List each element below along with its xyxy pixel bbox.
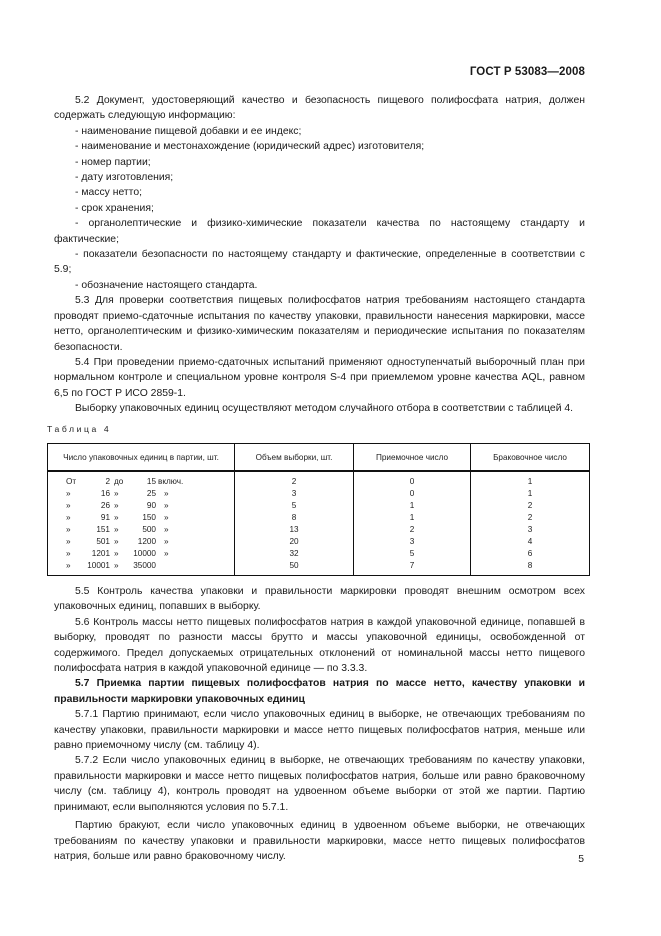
- range-prefix: »: [66, 525, 71, 534]
- paragraph-5-6: 5.6 Контроль массы нетто пищевых полифосфатов натрия в каждой упаковочной единице, попавшей в выборку, проводят по разности массы брутто и массы упаковочной единицы, освобожденной от содержимого. Предел допускаемых отрицательных отклонений от номинальной массы нетто пищевого полифосфата натрия в каждой упаковочной единице — по 3.3.3.: [54, 616, 585, 675]
- acceptance-number-column: [354, 471, 471, 576]
- range-prefix: »: [66, 501, 71, 510]
- standard-code: ГОСТ Р 53083—2008: [469, 66, 585, 78]
- header-lot-size: Число упаковочных единиц в партии, шт.: [48, 444, 235, 472]
- table-header-row: [48, 444, 590, 472]
- range-suffix: »: [164, 537, 169, 546]
- acceptance-number-value: 1: [409, 501, 415, 510]
- acceptance-number-value: 0: [409, 477, 415, 486]
- range-mid: »: [114, 549, 119, 558]
- acceptance-number-value: 5: [409, 549, 415, 558]
- rejection-number-value: 2: [527, 513, 533, 522]
- list-item: - срок хранения;: [75, 202, 154, 214]
- rejection-number-value: 3: [527, 525, 533, 534]
- range-mid: до: [114, 477, 124, 486]
- table-row: [48, 548, 234, 560]
- table-row: [48, 500, 234, 512]
- lot-size-column: [48, 471, 235, 576]
- page-number: 5: [578, 854, 584, 865]
- paragraph-5-3: 5.3 Для проверки соответствия пищевых полифосфатов натрия требованиям настоящего стандарта проводят приемо-сдаточные испытания по качеству упаковки, правильности нанесения маркировки, массе нетто, органолептическим и физико-химическим показателям и периодические испытания по показателям безопасности.: [54, 295, 585, 353]
- range-mid: »: [114, 501, 119, 510]
- rejection-number-value: 6: [527, 549, 533, 558]
- range-suffix: »: [164, 513, 169, 522]
- paragraph-lot-rejection: Партию бракуют, если число упаковочных единиц в удвоенном объеме выборки, не отвечающих требованиям по качеству упаковки и правильности маркировки, массе нетто пищевых полифосфатов натрия, больше или равно браковочному числу.: [54, 820, 585, 862]
- range-from: 26: [100, 501, 110, 510]
- header-rejection-number: Браковочное число: [471, 444, 590, 472]
- table-row: [48, 488, 234, 500]
- sample-size-value: 3: [291, 489, 297, 498]
- range-prefix: »: [66, 561, 71, 570]
- table-row: [48, 560, 234, 572]
- rejection-number-value: 1: [527, 489, 533, 498]
- range-prefix: »: [66, 489, 71, 498]
- section-5-7-title: 5.7 Приемка партии пищевых полифосфатов натрия по массе нетто, качеству упаковки и правильности маркировки упаковочных единиц: [54, 678, 585, 705]
- rejection-number-value: 4: [527, 537, 533, 546]
- list-item: - наименование пищевой добавки и ее индекс;: [75, 125, 302, 137]
- range-prefix: »: [66, 513, 71, 522]
- table-row: [48, 512, 234, 524]
- acceptance-number-value: 3: [409, 537, 415, 546]
- range-to: 1200: [137, 537, 156, 546]
- paragraph-5-7-1: 5.7.1 Партию принимают, если число упаковочных единиц в выборке, не отвечающих требованиям по качеству упаковки, правильности маркировки и массе нетто пищевых полифосфатов натрия, меньше или равно приемочному числу (см. таблицу 4).: [54, 709, 585, 752]
- range-to: 90: [146, 501, 156, 510]
- range-prefix: »: [66, 549, 71, 558]
- range-from: 16: [100, 489, 110, 498]
- table-row: [48, 524, 234, 536]
- range-from: 2: [105, 477, 110, 486]
- rejection-number-value: 8: [527, 561, 533, 570]
- sample-size-value: 20: [289, 537, 299, 546]
- range-to: 15: [146, 477, 156, 486]
- range-mid: »: [114, 537, 119, 546]
- range-suffix: [156, 560, 186, 572]
- range-from: 91: [100, 513, 110, 522]
- range-suffix: »: [164, 549, 169, 558]
- sample-size-column: [235, 471, 354, 576]
- rejection-number-value: 2: [527, 501, 533, 510]
- paragraph-5-4: 5.4 При проведении приемо-сдаточных испытаний применяют одноступенчатый выборочный план при нормальном контроле и специальном уровне контроля S-4 при приемлемом уровне качества AQL, равном 6,5 по ГОСТ Р ИСО 2859-1.: [54, 356, 585, 399]
- acceptance-number-value: 0: [409, 489, 415, 498]
- sample-size-value: 2: [291, 477, 297, 486]
- range-mid: »: [114, 561, 119, 570]
- range-prefix: От: [66, 477, 77, 486]
- sample-size-value: 8: [291, 513, 297, 522]
- paragraph-5-2: 5.2 Документ, удостоверяющий качество и безопасность пищевого полифосфата натрия, должен содержать следующую информацию:: [54, 95, 585, 122]
- paragraph-5-4-sampling: Выборку упаковочных единиц осуществляют методом случайного отбора в соответствии с таблицей 4.: [75, 403, 574, 415]
- range-mid: »: [114, 513, 119, 522]
- range-to: 150: [142, 513, 156, 522]
- range-from: 151: [96, 525, 110, 534]
- list-item: - номер партии;: [75, 156, 151, 168]
- table-label: Таблица 4: [47, 424, 112, 434]
- range-from: 10001: [87, 561, 110, 570]
- list-item: - показатели безопасности по настоящему стандарту и фактические, определенные в соответствии с 5.9;: [54, 249, 585, 276]
- rejection-number-column: [471, 471, 590, 576]
- range-mid: »: [114, 489, 119, 498]
- section-5-5-to-5-7: [54, 584, 585, 864]
- acceptance-number-value: 7: [409, 561, 415, 570]
- sample-size-value: 50: [289, 561, 299, 570]
- range-suffix: »: [164, 501, 169, 510]
- list-item: - обозначение настоящего стандарта.: [75, 279, 258, 291]
- acceptance-number-value: 1: [409, 513, 415, 522]
- table-body-row: [48, 471, 590, 576]
- acceptance-number-value: 2: [409, 525, 415, 534]
- range-to: 10000: [133, 549, 156, 558]
- range-mid: »: [114, 525, 119, 534]
- range-to: 500: [142, 525, 156, 534]
- sample-size-value: 13: [289, 525, 299, 534]
- range-suffix: включ.: [158, 477, 184, 486]
- sample-size-value: 5: [291, 501, 297, 510]
- range-suffix: »: [164, 525, 169, 534]
- range-to: 35000: [133, 561, 156, 570]
- table-4: [47, 443, 590, 576]
- sample-size-value: 32: [289, 549, 299, 558]
- range-prefix: »: [66, 537, 71, 546]
- paragraph-5-7-2: 5.7.2 Если число упаковочных единиц в выборке, не отвечающих требованиям по качеству упаковки, правильности маркировки и массе нетто пищевых полифосфатов натрия, больше или равно браковочному числу (см. таблицу 4), контроль проводят на удвоенном объеме выборки от этой же партии. Партию принимают, если выполняются условия по 5.7.1.: [54, 755, 585, 813]
- range-to: 25: [146, 489, 156, 498]
- header-sample-size: Объем выборки, шт.: [235, 444, 354, 472]
- rejection-number-value: 1: [527, 477, 533, 486]
- range-from: 501: [96, 537, 110, 546]
- list-item: - органолептические и физико-химические показатели качества по настоящему стандарту и фактические;: [54, 218, 585, 245]
- list-item: - наименование и местонахождение (юридический адрес) изготовителя;: [75, 141, 425, 153]
- table-row: [48, 536, 234, 548]
- header-acceptance-number: Приемочное число: [354, 444, 471, 472]
- paragraph-5-5: 5.5 Контроль качества упаковки и правильности маркировки проводят внешним осмотром всех упаковочных единиц, попавших в выборку.: [54, 586, 585, 613]
- table-row: [48, 476, 234, 488]
- range-from: 1201: [91, 549, 110, 558]
- list-item: - дату изготовления;: [75, 172, 174, 184]
- range-suffix: »: [164, 489, 169, 498]
- list-item: - массу нетто;: [75, 187, 142, 199]
- section-5-2: [54, 93, 585, 417]
